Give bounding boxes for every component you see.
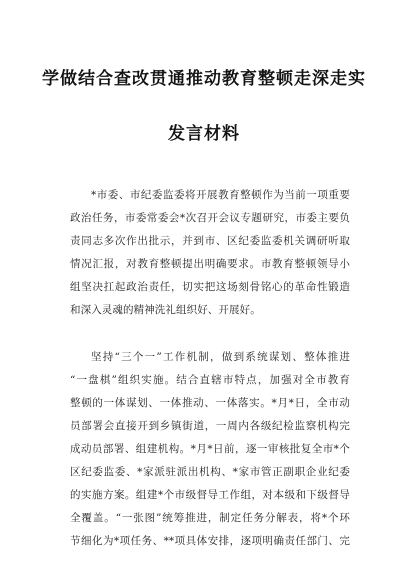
paragraph-2-line-6: 区纪委监委、*家派驻派出机构、*家市管正副职企业纪委 xyxy=(70,466,350,478)
paragraph-2-line-1: 坚持“三个一”工作机制，做到系统谋划、整体推进 xyxy=(91,351,350,363)
document-title: 学做结合查改贯通推动教育整顿走深走实 xyxy=(42,69,366,89)
paragraph-1-line-3: 责同志多次作出批示，并到市、区纪委监委机关调研听取 xyxy=(70,235,350,247)
paragraph-2-line-3: 整顿的一体谋划、一体推动、一体落实。*月*日，全市动 xyxy=(70,397,350,409)
paragraph-1-line-6: 和深入灵魂的精神洗礼组织好、开展好。 xyxy=(70,304,261,316)
paragraph-1-line-1: *市委、市纪委监委将开展教育整顿作为当前一项重要 xyxy=(91,189,350,201)
paragraph-1-line-2: 政治任务，市委常委会*次召开会议专题研究，市委主要负 xyxy=(70,212,350,224)
paragraph-2-line-9: 节细化为*项任务、**项具体安排，逐项明确责任部门、完 xyxy=(70,535,350,547)
paragraph-2-line-7: 的实施方案。组建*个市级督导工作组，对本级和下级督导 xyxy=(70,489,350,501)
paragraph-2-line-8: 全覆盖。“一张图”统筹推进，制定任务分解表，将*个环 xyxy=(70,512,350,524)
document-subtitle: 发言材料 xyxy=(168,124,240,144)
paragraph-2-line-2: “一盘棋”组织实施。结合直辖市特点，加强对全市教育 xyxy=(70,374,350,386)
paragraph-1-line-4: 情况汇报，对教育整顿提出明确要求。市教育整顿领导小 xyxy=(70,258,350,270)
paragraph-2-line-5: 成动员部署、组建机构。*月*日前，逐一审核批复全市*个 xyxy=(70,443,350,455)
paragraph-2-line-4: 员部署会直接开到乡镇街道，一周内各级纪检监察机构完 xyxy=(70,420,350,432)
paragraph-1-line-5: 组坚决扛起政治责任，切实把这场刻骨铭心的革命性锻造 xyxy=(70,281,350,293)
